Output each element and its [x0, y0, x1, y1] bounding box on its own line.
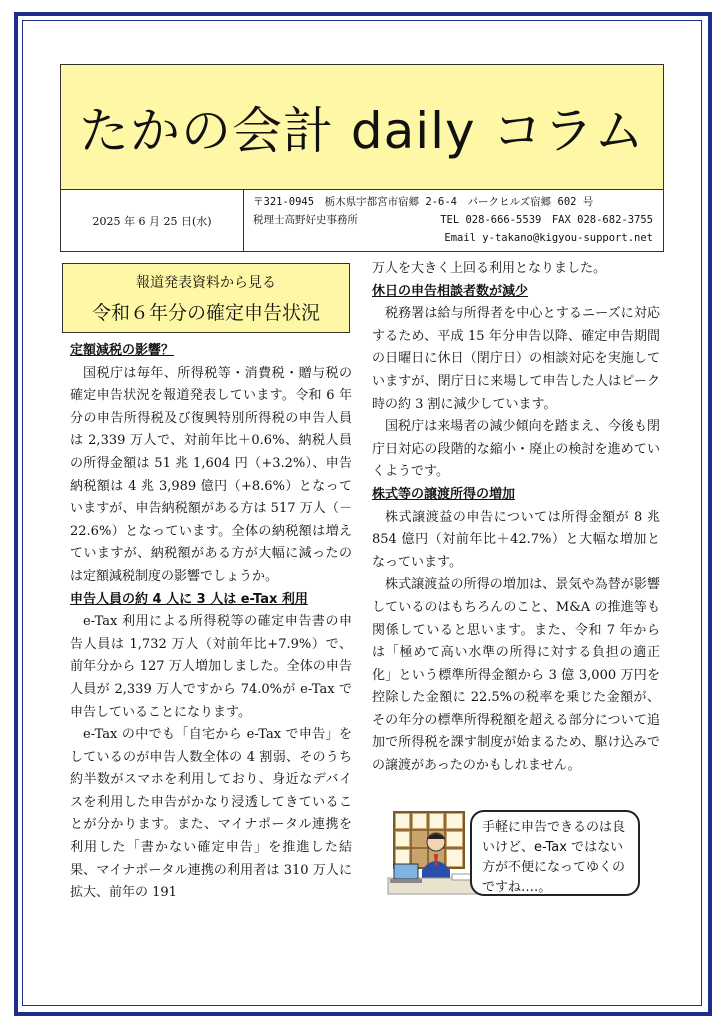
paragraph: 国税庁は毎年、所得税等・消費税・贈与税の確定申告状況を報道発表しています。令和 6 年分の申告所得税及び復興特別所得税の申告人員は 2,339 万人で、対前年比＋0.6%、納税人員の所得金額は 51 兆 1,604 円（+3.2%）、申告納税額は 4 兆 3,989 億円（+8.6%）となっていますが、申告納税額がある方は 517 万人（－22.6%）となっています。全体の納税額は増えていますが、納税額がある方が大幅に減ったのは定額減税制度の影響でしょうか。: [70, 365, 352, 584]
paragraph: 国税庁は来場者の減少傾向を踏まえ、今後も閉庁日対応の段階的な縮小・廃止の検討を進めていくようです。: [372, 419, 660, 480]
masthead: [60, 64, 664, 252]
section-heading: 休日の申告相談者数が減少: [372, 283, 529, 299]
issue-date: 2025 年 6 月 25 日(水): [61, 190, 244, 251]
paragraph: 株式譲渡益の申告については所得金額が 8 兆 854 億円（対前年比＋42.7%）と大幅な増加となっています。: [372, 509, 660, 570]
section-heading: 申告人員の約 4 人に 3 人は e-Tax 利用: [70, 591, 308, 607]
headline-kicker: 報道発表資料から見る: [136, 275, 276, 291]
office-address: 〒321-0945 栃木県宇都宮市宿郷 2-6-4 パークヒルズ宿郷 602 号: [253, 196, 594, 208]
section-heading: 株式等の譲渡所得の増加: [372, 486, 516, 502]
article-headline-box: [62, 263, 350, 333]
office-contact: [253, 193, 653, 247]
paragraph-continued: 万人を大きく上回る利用となりました。: [372, 261, 607, 276]
paragraph: e-Tax の中でも「自宅から e-Tax で申告」をしているのが申告人数全体の 4 割弱、そのうち約半数がスマホを利用しており、身近なデバイスを利用した申告がかなり浸透してきていることが分かります。また、マイナポータル連携を利用した「書かない確定申告」を推進した結果、マイナポータル連携の利用者は 310 万人に拡大、前年の 191: [70, 727, 352, 901]
right-column: [372, 258, 660, 778]
office-row: [253, 211, 653, 229]
headline-title: 令和６年分の確定申告状況: [91, 302, 320, 324]
paragraph: e-Tax 利用による所得税等の確定申告書の申告人員は 1,732 万人（対前年比+7.9%）で、前年分から 127 万人増加しました。全体の申告人員が 2,339 万人ですから 74.0%が e-Tax で申告していることになります。: [70, 614, 352, 720]
office-tel-fax: TEL 028-666-5539 FAX 028-682-3755: [440, 214, 653, 226]
office-email: Email y-takano@kigyou-support.net: [444, 232, 653, 244]
paragraph: 税務署は給与所得者を中心とするニーズに対応するため、平成 15 年分申告以降、確定申告期間の日曜日に休日（閉庁日）の相談対応を実施していますが、閉庁日に来場して申告した人はピーク時の約 3 割に減少しています。: [372, 306, 660, 412]
newsletter-title: たかの会計 daily コラム: [61, 65, 663, 190]
office-name: 税理士高野好史事務所: [253, 214, 358, 226]
paragraph: 株式譲渡益の所得の増加は、景気や為替が影響しているのはもちろんのこと、M&A の推進等も関係していると思います。また、令和 7 年からは「極めて高い水準の所得に対する負担の適正化」という標準所得金額から 3 億 3,000 万円を控除した金額に 22.5%の税率を乗じた金額が、その年分の標準所得税額を超える部分について追加で所得税を課す制度が始まるため、駆け込みでの譲渡があったのかもしれません。: [372, 577, 660, 774]
left-column: [70, 340, 352, 905]
section-heading: 定額減税の影響？: [70, 343, 175, 358]
speech-bubble: 手軽に申告できるのは良いけど、e-Tax ではない方が不便になってゆくのですね‥‥。: [470, 810, 640, 896]
